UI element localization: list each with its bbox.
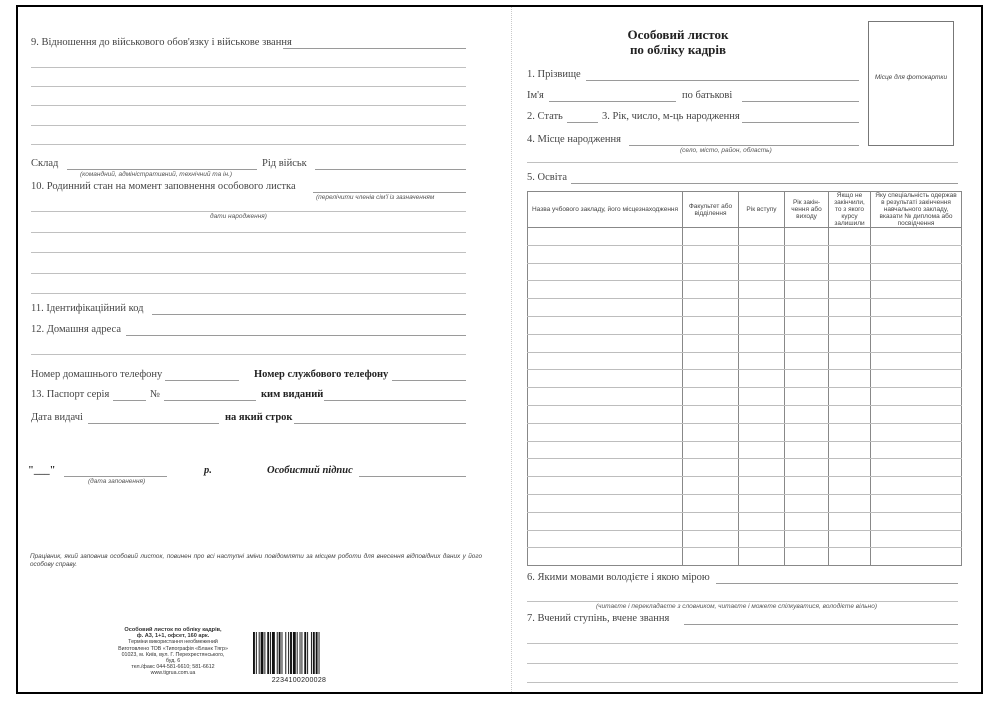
education-cell[interactable] <box>739 477 785 495</box>
languages-field[interactable] <box>716 583 958 584</box>
home-address-line-2[interactable] <box>31 354 466 355</box>
education-cell[interactable] <box>785 334 829 352</box>
q9-label: 9. Відношення до військового обов'язку і військове звання <box>31 37 292 48</box>
education-cell[interactable] <box>785 352 829 370</box>
barcode-bar <box>300 632 301 674</box>
term-label: на який строк <box>225 412 293 423</box>
education-cell[interactable] <box>785 512 829 530</box>
barcode-bar <box>259 632 260 674</box>
education-cell[interactable] <box>739 494 785 512</box>
education-cell[interactable] <box>871 281 962 299</box>
education-cell[interactable] <box>871 405 962 423</box>
degree-line-4[interactable] <box>527 682 958 683</box>
education-row <box>528 494 962 512</box>
education-cell[interactable] <box>871 530 962 548</box>
form-title-line-1: Особовий листок <box>627 27 729 42</box>
education-cell[interactable] <box>829 352 871 370</box>
education-cell[interactable] <box>683 370 739 388</box>
surname-field[interactable] <box>586 80 859 81</box>
education-cell[interactable] <box>739 459 785 477</box>
photo-box[interactable] <box>868 21 954 146</box>
barcode-bar <box>288 632 289 674</box>
education-row <box>528 245 962 263</box>
branch-label: Рід військ <box>262 158 307 169</box>
fill-date-field[interactable] <box>64 476 167 477</box>
q9-line-4[interactable] <box>31 105 466 106</box>
education-cell[interactable] <box>829 530 871 548</box>
education-cell[interactable] <box>785 477 829 495</box>
education-cell[interactable] <box>829 316 871 334</box>
issue-date-label: Дата видачі <box>31 412 83 423</box>
education-cell[interactable] <box>785 281 829 299</box>
q10-hint-2: дати народження) <box>210 213 267 220</box>
col-graduation-year: Рік закін-чення або виходу <box>785 192 829 228</box>
education-cell[interactable] <box>683 441 739 459</box>
passport-series-field[interactable] <box>113 400 146 401</box>
q10-line-3[interactable] <box>31 232 466 233</box>
home-phone-field[interactable] <box>165 380 239 381</box>
barcode-bar <box>277 632 278 674</box>
education-cell[interactable] <box>871 441 962 459</box>
signature-field[interactable] <box>359 476 466 477</box>
first-name-field[interactable] <box>549 101 676 102</box>
barcode-number: 2234100200028 <box>271 677 327 684</box>
education-cell[interactable] <box>683 334 739 352</box>
q12-label: 12. Домашня адреса <box>31 324 121 335</box>
education-cell[interactable] <box>785 388 829 406</box>
barcode-bar <box>279 632 281 674</box>
education-cell[interactable] <box>683 228 739 246</box>
q6-hint: (читаєте і перекладаєте з словником, читаєте і можете спілкуватися, володієте вільно) <box>596 603 878 610</box>
education-cell[interactable] <box>785 423 829 441</box>
barcode-bar <box>304 632 306 674</box>
education-row <box>528 388 962 406</box>
q9-line-6[interactable] <box>31 144 466 145</box>
fold-line <box>511 7 512 692</box>
education-cell[interactable] <box>683 405 739 423</box>
education-cell[interactable] <box>829 263 871 281</box>
education-cell[interactable] <box>683 530 739 548</box>
barcode-bar <box>285 632 286 674</box>
education-cell[interactable] <box>829 405 871 423</box>
printer-imprint <box>118 627 228 677</box>
education-row <box>528 441 962 459</box>
education-cell[interactable] <box>871 423 962 441</box>
education-cell[interactable] <box>528 423 683 441</box>
education-row <box>528 548 962 566</box>
degree-field[interactable] <box>684 624 958 625</box>
education-cell[interactable] <box>829 299 871 317</box>
form-sheet <box>16 5 983 694</box>
q10-line-2[interactable] <box>31 211 466 212</box>
education-cell[interactable] <box>683 388 739 406</box>
education-cell[interactable] <box>739 530 785 548</box>
education-cell[interactable] <box>683 512 739 530</box>
year-suffix: р. <box>204 465 212 476</box>
q5-label: 5. Освіта <box>527 172 567 183</box>
barcode-bar <box>261 632 264 674</box>
education-cell[interactable] <box>829 245 871 263</box>
barcode-bar <box>313 632 315 674</box>
education-cell[interactable] <box>829 334 871 352</box>
barcode-bar <box>297 632 298 674</box>
q6-label: 6. Якими мовами володієте і якою мірою <box>527 572 710 583</box>
q9-line-2[interactable] <box>31 67 466 68</box>
education-cell[interactable] <box>739 370 785 388</box>
education-cell[interactable] <box>785 530 829 548</box>
education-cell[interactable] <box>683 316 739 334</box>
term-field[interactable] <box>294 423 466 424</box>
education-cell[interactable] <box>528 512 683 530</box>
q10-hint: (перелічити членів сім'ї із зазначенням <box>316 194 435 201</box>
education-cell[interactable] <box>528 388 683 406</box>
education-cell[interactable] <box>871 459 962 477</box>
education-cell[interactable] <box>739 281 785 299</box>
imprint-line-4: тел./факс 044-581-6610; 581-6612 <box>131 664 215 671</box>
education-cell[interactable] <box>829 459 871 477</box>
education-cell[interactable] <box>871 334 962 352</box>
q10-field[interactable] <box>313 192 466 193</box>
education-cell[interactable] <box>739 263 785 281</box>
education-cell[interactable] <box>871 370 962 388</box>
q3-label: 3. Рік, число, м-ць народження <box>602 111 740 122</box>
education-cell[interactable] <box>528 334 683 352</box>
issued-by-field[interactable] <box>324 400 466 401</box>
q2-label: 2. Стать <box>527 111 563 122</box>
staff-hint: (командний, адміністративний, технічний та ін.) <box>80 171 233 178</box>
id-code-field[interactable] <box>152 314 466 315</box>
education-row <box>528 334 962 352</box>
education-cell[interactable] <box>528 245 683 263</box>
education-cell[interactable] <box>829 388 871 406</box>
education-table <box>527 191 962 566</box>
q11-label: 11. Ідентифікаційний код <box>31 303 144 314</box>
education-cell[interactable] <box>683 494 739 512</box>
q9-field[interactable] <box>283 48 466 49</box>
education-cell[interactable] <box>785 299 829 317</box>
education-cell[interactable] <box>739 405 785 423</box>
education-row <box>528 459 962 477</box>
imprint-line-3: 01023, м. Київ, вул. Г. Перехрестянського, буд. 6 <box>121 651 225 665</box>
education-cell[interactable] <box>785 405 829 423</box>
name-label: Ім'я <box>527 90 544 101</box>
degree-line-2[interactable] <box>527 643 958 644</box>
form-title-line-2: по обліку кадрів <box>629 42 727 57</box>
education-table-header <box>528 192 962 228</box>
education-cell[interactable] <box>871 548 962 566</box>
education-cell[interactable] <box>829 281 871 299</box>
education-cell[interactable] <box>829 548 871 566</box>
col-entry-year: Рік вступу <box>739 192 785 228</box>
education-cell[interactable] <box>871 245 962 263</box>
education-cell[interactable] <box>739 334 785 352</box>
education-cell[interactable] <box>528 281 683 299</box>
languages-line-2[interactable] <box>527 601 958 602</box>
barcode-image <box>252 632 346 674</box>
signature-label: Особистий підпис <box>267 465 353 476</box>
barcode-bar <box>282 632 283 674</box>
photo-label: Місце для фотокартки <box>874 74 948 81</box>
education-cell[interactable] <box>829 512 871 530</box>
barcode-bar <box>253 632 255 674</box>
passport-number-field[interactable] <box>164 400 256 401</box>
education-cell[interactable] <box>785 441 829 459</box>
issue-date-field[interactable] <box>88 423 219 424</box>
gender-field[interactable] <box>567 122 598 123</box>
education-cell[interactable] <box>739 228 785 246</box>
education-cell[interactable] <box>829 477 871 495</box>
col-institution: Назва учбового закладу, його місцезнаходження <box>528 192 683 228</box>
barcode-bar <box>316 632 318 674</box>
education-cell[interactable] <box>739 316 785 334</box>
education-cell[interactable] <box>528 263 683 281</box>
education-cell[interactable] <box>528 441 683 459</box>
barcode-bar <box>319 632 320 674</box>
education-cell[interactable] <box>739 299 785 317</box>
education-cell[interactable] <box>871 316 962 334</box>
imprint-line-1: Терміни використання необмежений <box>128 639 218 646</box>
education-cell[interactable] <box>683 352 739 370</box>
q9-line-3[interactable] <box>31 86 466 87</box>
education-cell[interactable] <box>683 263 739 281</box>
q13-label: 13. Паспорт серія <box>31 389 110 400</box>
birth-date-field[interactable] <box>742 122 859 123</box>
education-cell[interactable] <box>683 477 739 495</box>
education-cell[interactable] <box>829 441 871 459</box>
education-row <box>528 352 962 370</box>
education-cell[interactable] <box>785 263 829 281</box>
branch-field[interactable] <box>315 169 466 170</box>
education-row <box>528 263 962 281</box>
education-cell[interactable] <box>785 548 829 566</box>
education-cell[interactable] <box>871 263 962 281</box>
barcode-bar <box>311 632 312 674</box>
q10-line-6[interactable] <box>31 293 466 294</box>
education-cell[interactable] <box>739 512 785 530</box>
education-cell[interactable] <box>871 228 962 246</box>
education-row <box>528 370 962 388</box>
barcode-bar <box>270 632 271 674</box>
education-cell[interactable] <box>528 405 683 423</box>
education-row <box>528 423 962 441</box>
q10-label: 10. Родинний стан на момент заповнення особового листка <box>31 181 296 192</box>
staff-field[interactable] <box>67 169 257 170</box>
barcode-bar <box>293 632 296 674</box>
q10-line-4[interactable] <box>31 252 466 253</box>
education-cell[interactable] <box>683 245 739 263</box>
home-address-field[interactable] <box>126 335 466 336</box>
education-cell[interactable] <box>785 459 829 477</box>
education-cell[interactable] <box>871 388 962 406</box>
education-cell[interactable] <box>829 494 871 512</box>
barcode-bar <box>301 632 302 674</box>
q9-line-5[interactable] <box>31 125 466 126</box>
education-cell[interactable] <box>528 370 683 388</box>
imprint-line-5: www.tigrua.com.ua <box>150 670 196 677</box>
education-cell[interactable] <box>739 245 785 263</box>
home-phone-label: Номер домашнього телефону <box>31 369 163 380</box>
education-cell[interactable] <box>528 494 683 512</box>
fill-date-quote: "___" <box>28 465 56 476</box>
barcode-bar <box>272 632 275 674</box>
q1-label: 1. Прізвище <box>527 69 581 80</box>
education-row <box>528 405 962 423</box>
education-field[interactable] <box>571 183 958 184</box>
q4-hint: (село, місто, район, область) <box>680 147 772 154</box>
col-faculty: Факультет або відділення <box>683 192 739 228</box>
education-cell[interactable] <box>739 441 785 459</box>
education-cell[interactable] <box>871 352 962 370</box>
barcode-bar <box>267 632 269 674</box>
education-cell[interactable] <box>683 281 739 299</box>
education-row <box>528 316 962 334</box>
barcode-bar <box>307 632 308 674</box>
education-cell[interactable] <box>739 548 785 566</box>
education-cell[interactable] <box>829 228 871 246</box>
col-specialty: Яку спеціальність одержав в результаті закінчення навчального закладу, вказати № диплома або посвідчення <box>871 192 962 228</box>
education-cell[interactable] <box>871 494 962 512</box>
col-course-left: Якщо не закінчили, то з якого курсу залишили <box>829 192 871 228</box>
education-cell[interactable] <box>871 512 962 530</box>
issued-by-label: ким виданий <box>261 389 324 400</box>
education-cell[interactable] <box>785 370 829 388</box>
education-cell[interactable] <box>528 299 683 317</box>
footer-note: Працівник, який заповнив особовий листок, повинен про всі наступні зміни повідомляти за місцем роботи для внесення відповідних даних у його особову справу. <box>30 553 482 568</box>
degree-line-3[interactable] <box>527 663 958 664</box>
patronymic-field[interactable] <box>742 101 859 102</box>
q7-label: 7. Вчений ступінь, вчене звання <box>527 613 670 624</box>
education-cell[interactable] <box>683 423 739 441</box>
education-row <box>528 228 962 246</box>
imprint-format: ф. А3, 1+1, офсет, 160 арк. <box>136 633 210 640</box>
q4-label: 4. Місце народження <box>527 134 621 145</box>
education-row <box>528 477 962 495</box>
barcode-bar <box>290 632 292 674</box>
education-cell[interactable] <box>785 228 829 246</box>
education-row <box>528 512 962 530</box>
education-cell[interactable] <box>528 228 683 246</box>
education-row <box>528 530 962 548</box>
birthplace-field[interactable] <box>629 145 859 146</box>
education-cell[interactable] <box>528 530 683 548</box>
education-cell[interactable] <box>785 316 829 334</box>
education-cell[interactable] <box>528 477 683 495</box>
education-cell[interactable] <box>528 548 683 566</box>
education-row <box>528 299 962 317</box>
fill-date-hint: (дата заповнення) <box>88 478 146 485</box>
q10-line-5[interactable] <box>31 273 466 274</box>
education-cell[interactable] <box>683 459 739 477</box>
education-cell[interactable] <box>683 299 739 317</box>
education-cell[interactable] <box>528 316 683 334</box>
education-cell[interactable] <box>829 423 871 441</box>
work-phone-label: Номер службового телефону <box>254 369 389 380</box>
work-phone-field[interactable] <box>392 380 466 381</box>
imprint-line-2: Виготовлено ТОВ «Типографія «Бланк Тягр» <box>118 645 228 652</box>
education-cell[interactable] <box>871 299 962 317</box>
education-cell[interactable] <box>739 352 785 370</box>
patronymic-label: по батькові <box>682 90 733 101</box>
education-cell[interactable] <box>785 494 829 512</box>
education-cell[interactable] <box>829 370 871 388</box>
staff-label: Склад <box>31 158 59 169</box>
education-cell[interactable] <box>785 245 829 263</box>
education-cell[interactable] <box>528 459 683 477</box>
education-cell[interactable] <box>739 423 785 441</box>
education-row <box>528 281 962 299</box>
birthplace-line-2[interactable] <box>527 162 958 163</box>
education-cell[interactable] <box>871 477 962 495</box>
education-cell[interactable] <box>528 352 683 370</box>
education-cell[interactable] <box>739 388 785 406</box>
barcode-bar <box>264 632 265 674</box>
education-cell[interactable] <box>683 548 739 566</box>
barcode-bar <box>256 632 257 674</box>
imprint-title: Особовий листок по обліку кадрів, <box>124 627 222 633</box>
passport-number-label: № <box>150 389 161 400</box>
